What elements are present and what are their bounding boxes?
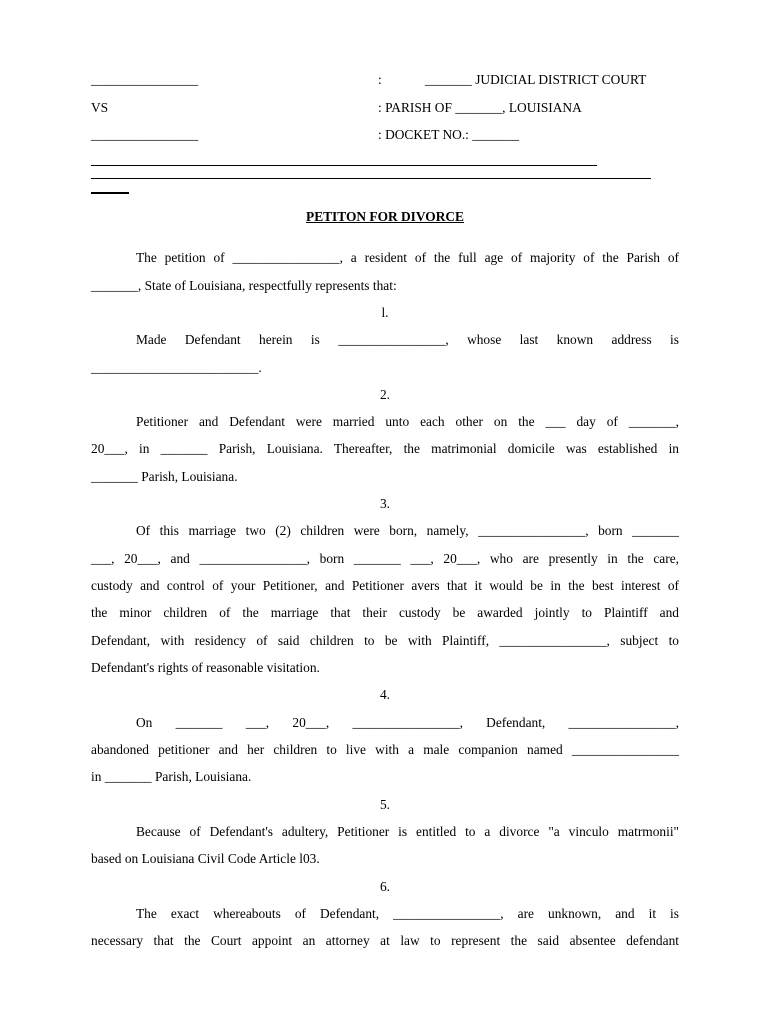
section-6-number: 6. — [379, 879, 391, 894]
caption-court: _______ JUDICIAL DISTRICT COURT — [425, 72, 647, 87]
section-6-line-1: The exact whereabouts of Defendant, ________________, are unknown, and it is — [136, 906, 679, 921]
section-2-line-2: 20___, in _______ Parish, Louisiana. Thereafter, the matrimonial domicile was established in — [91, 441, 679, 456]
section-5-number: 5. — [379, 797, 391, 812]
caption-rule-3 — [91, 192, 129, 194]
section-3-line-1: Of this marriage two (2) children were born, namely, ________________, born _______ — [136, 523, 679, 538]
section-4-line-3: in _______ Parish, Louisiana. — [91, 769, 252, 784]
section-2-line-3: _______ Parish, Louisiana. — [91, 469, 238, 484]
intro-line-2: _______, State of Louisiana, respectfully represents that: — [91, 278, 397, 293]
section-1-line-2: _________________________. — [91, 360, 262, 375]
intro-line-1: The petition of ________________, a resident of the full age of majority of the Parish of — [136, 250, 679, 265]
section-2-line-1: Petitioner and Defendant were married unto each other on the ___ day of _______, — [136, 414, 679, 429]
caption-docket: : DOCKET NO.: _______ — [378, 127, 520, 142]
caption-defendant-blank: ________________ — [91, 127, 199, 142]
section-2-number: 2. — [379, 387, 391, 402]
caption-plaintiff-blank: ________________ — [91, 72, 199, 87]
section-3-line-3: custody and control of your Petitioner, and Petitioner avers that it would be in the best interest of — [91, 578, 679, 593]
section-4-line-1: On _______ ___, 20___, ________________, Defendant, ________________, — [136, 715, 679, 730]
section-6-line-2: necessary that the Court appoint an attorney at law to represent the said absentee defendant — [91, 933, 679, 948]
section-3-line-6: Defendant's rights of reasonable visitation. — [91, 660, 320, 675]
section-3-line-2: ___, 20___, and ________________, born _______ ___, 20___, who are presently in the care, — [91, 551, 679, 566]
section-5-line-1: Because of Defendant's adultery, Petitioner is entitled to a divorce "a vinculo matrmonii" — [136, 824, 679, 839]
caption-vs: VS — [91, 100, 109, 115]
section-3-number: 3. — [379, 496, 391, 511]
section-1-line-1: Made Defendant herein is ________________, whose last known address is — [136, 332, 679, 347]
document-title: PETITON FOR DIVORCE — [306, 209, 464, 224]
section-4-line-2: abandoned petitioner and her children to live with a male companion named ________________ — [91, 742, 679, 757]
caption-rule-1 — [91, 165, 597, 166]
section-3-line-5: Defendant, with residency of said children to be with Plaintiff, ________________, subject to — [91, 633, 679, 648]
caption-rule-2 — [91, 178, 651, 179]
section-4-number: 4. — [379, 687, 391, 702]
caption-parish: : PARISH OF _______, LOUISIANA — [378, 100, 582, 115]
section-5-line-2: based on Louisiana Civil Code Article l03. — [91, 851, 320, 866]
section-1-number: l. — [381, 305, 389, 320]
caption-colon: : — [378, 72, 382, 87]
section-3-line-4: the minor children of the marriage that their custody be awarded jointly to Plaintiff and — [91, 605, 679, 620]
